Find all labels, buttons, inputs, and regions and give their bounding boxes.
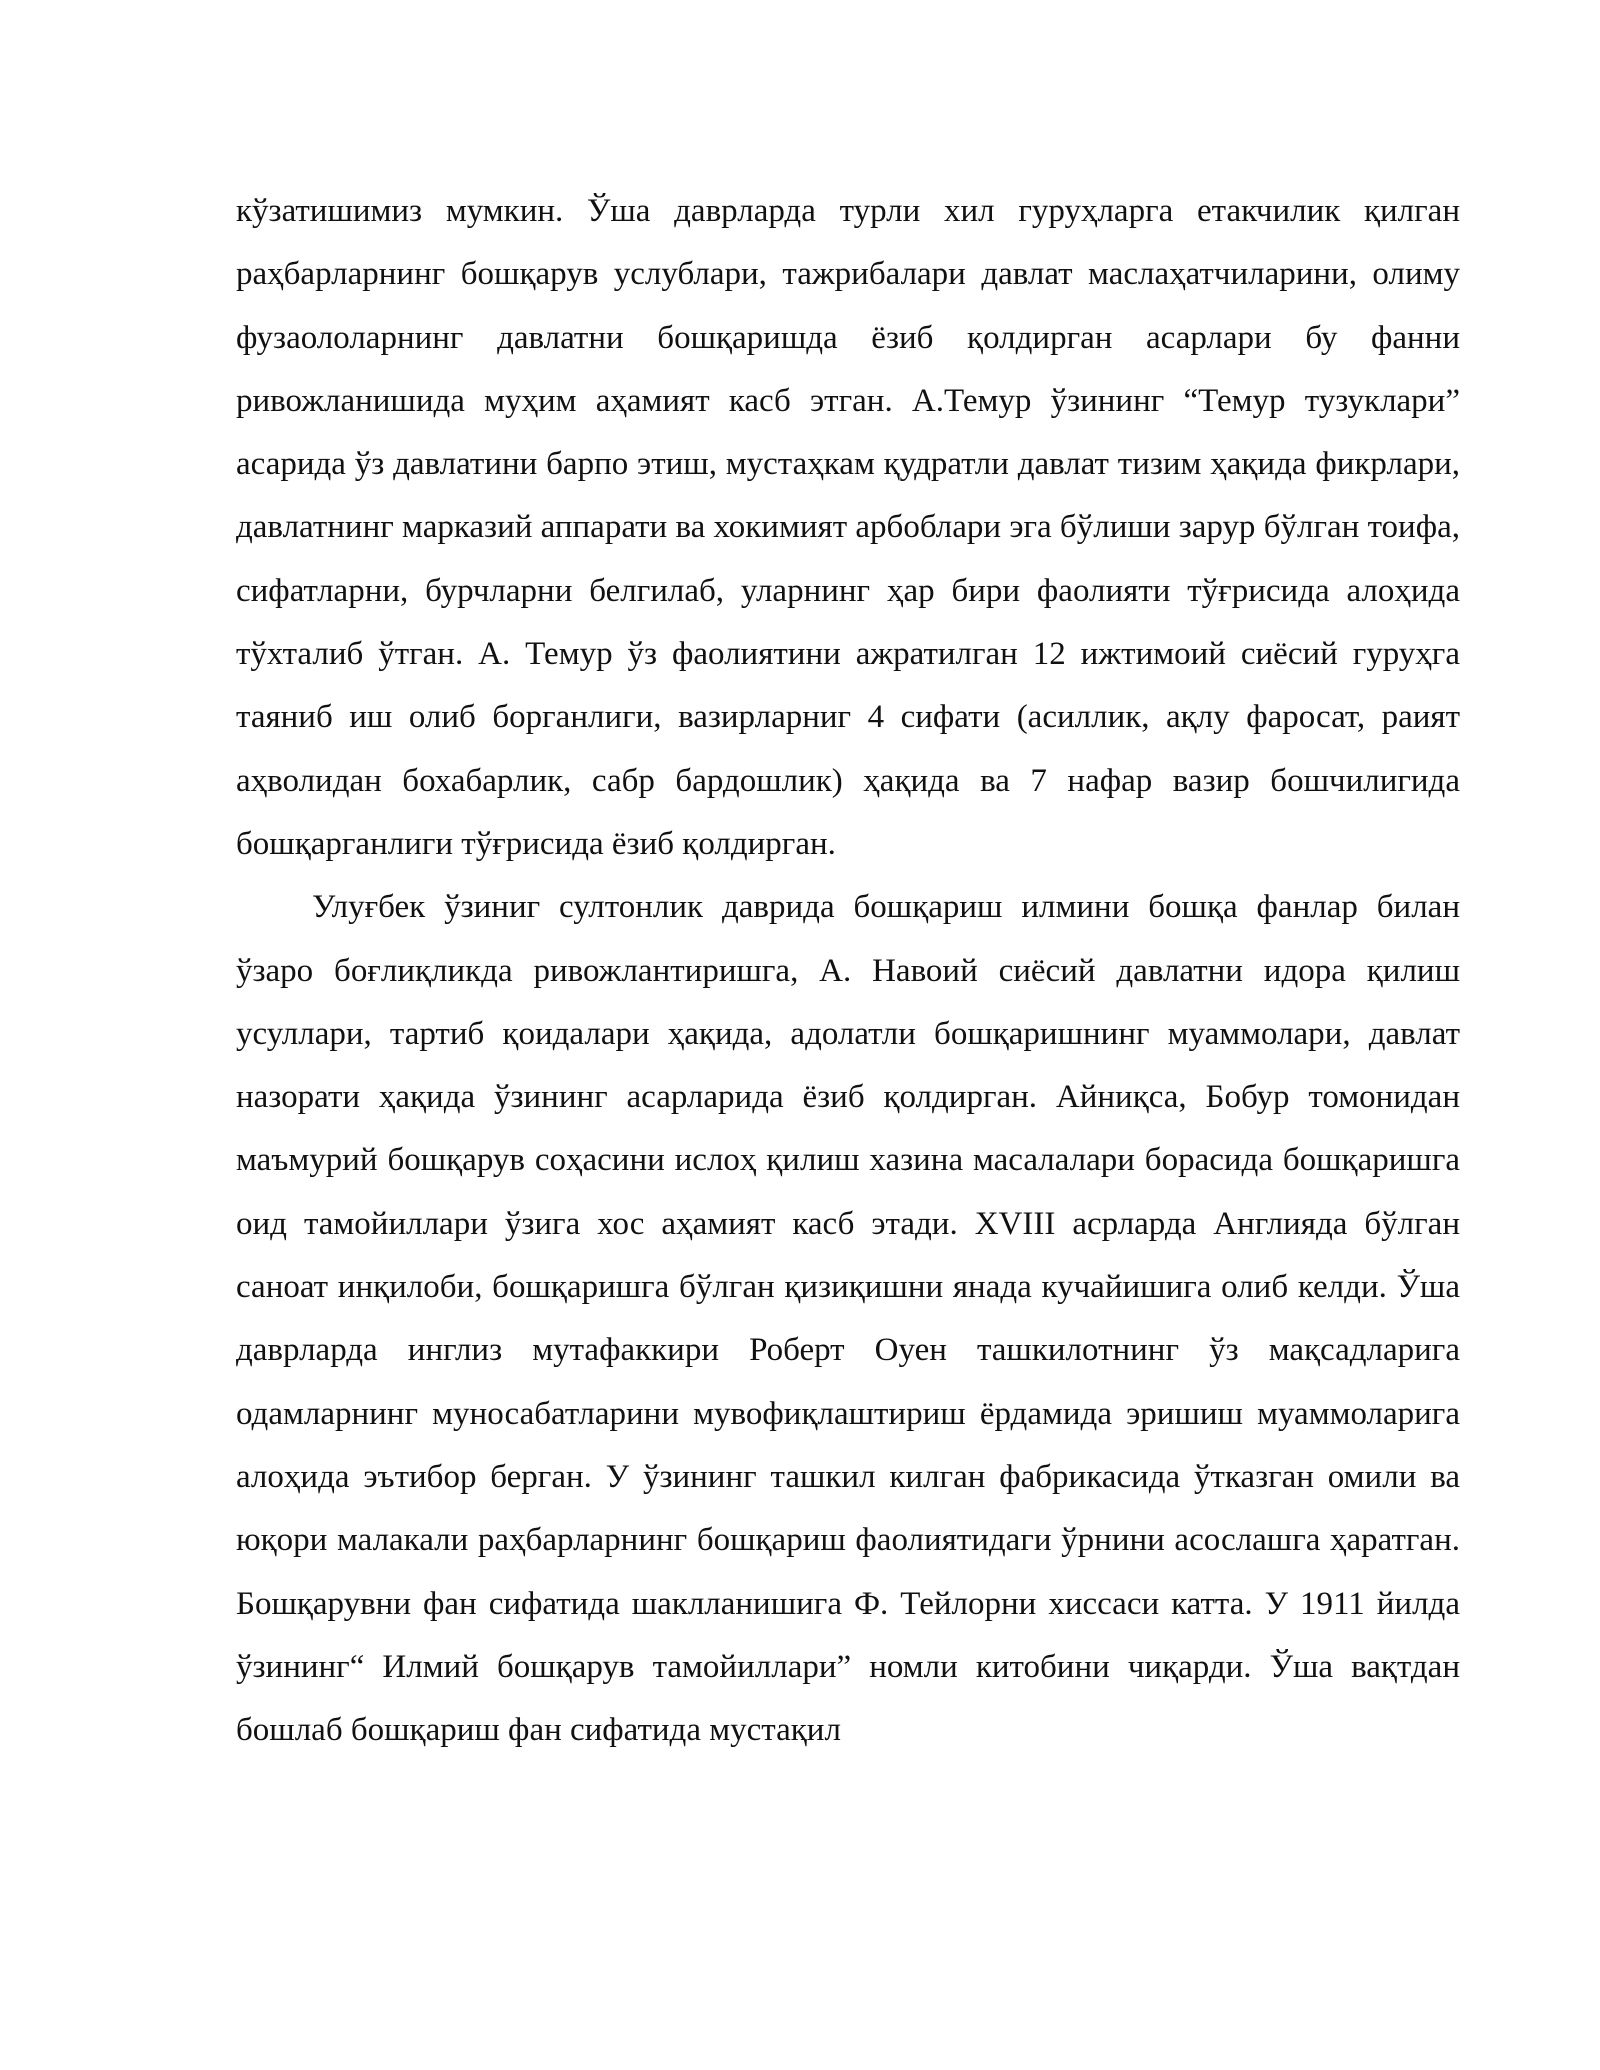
paragraph-ulugbek: Улуғбек ўзиниг султонлик даврида бошқариш илмини бошқа фанлар билан ўзаро боғлиқликда ривожлантиришга, А. Навоий сиёсий давлатни идора қилиш усуллари, тартиб қоидалари ҳақида, адолатли бошқаришнинг муаммолари, давлат назорати ҳақида ўзининг асарларида ёзиб қолдирган. Айниқса, Бобур томонидан маъмурий бошқарув соҳасини ислоҳ қилиш хазина масалалари борасида бошқаришга оид тамойиллари ўзига хос аҳамият касб этади. XVIII асрларда Англияда бўлган саноат инқилоби, бошқаришга бўлган қизиқишни янада кучайишига олиб келди. Ўша даврларда инглиз мутафаккири Роберт Оуен ташкилотнинг ўз мақсадларига одамларнинг муносабатларини мувофиқлаштириш ёрдамида эришиш муаммоларига алоҳида эътибор берган. У ўзининг ташкил килган фабрикасида ўтказган омили ва юқори малакали раҳбарларнинг бошқариш фаолиятидаги ўрнини асослашга ҳаратган. Бошқарувни фан сифатида шаклланишига Ф. Тейлорни хиссаси катта. У 1911 йилда ўзининг“ Илмий бошқарув тамойиллари” номли китобини чиқарди. Ўша вақтдан бошлаб бошқариш фан сифатида мустақил [236, 889, 1460, 1749]
paragraph-temur: кўзатишимиз мумкин. Ўша даврларда турли хил гуруҳларга етакчилик қилган раҳбарларнинг бошқарув услублари, тажрибалари давлат маслаҳатчиларини, олиму фузаололарнинг давлатни бошқаришда ёзиб қолдирган асарлари бу фанни ривожланишида муҳим аҳамият касб этган. А.Темур ўзининг “Темур тузуклари” асарида ўз давлатини барпо этиш, мустаҳкам қудратли давлат тизим ҳақида фикрлари, давлатнинг марказий аппарати ва хокимият арбоблари эга бўлиши зарур бўлган тоифа, сифатларни, бурчларни белгилаб, уларнинг ҳар бири фаолияти тўғрисида алоҳида тўхталиб ўтган. А. Темур ўз фаолиятини ажратилган 12 ижтимоий сиёсий гуруҳга таяниб иш олиб борганлиги, вазирларниг 4 сифати (асиллик, ақлу фаросат, раият аҳволидан бохабарлик, сабр бардошлик) ҳақида ва 7 нафар вазир бошчилигида бошқарганлиги тўғрисида ёзиб қолдирган. [236, 193, 1460, 862]
body-text [236, 180, 1460, 1762]
